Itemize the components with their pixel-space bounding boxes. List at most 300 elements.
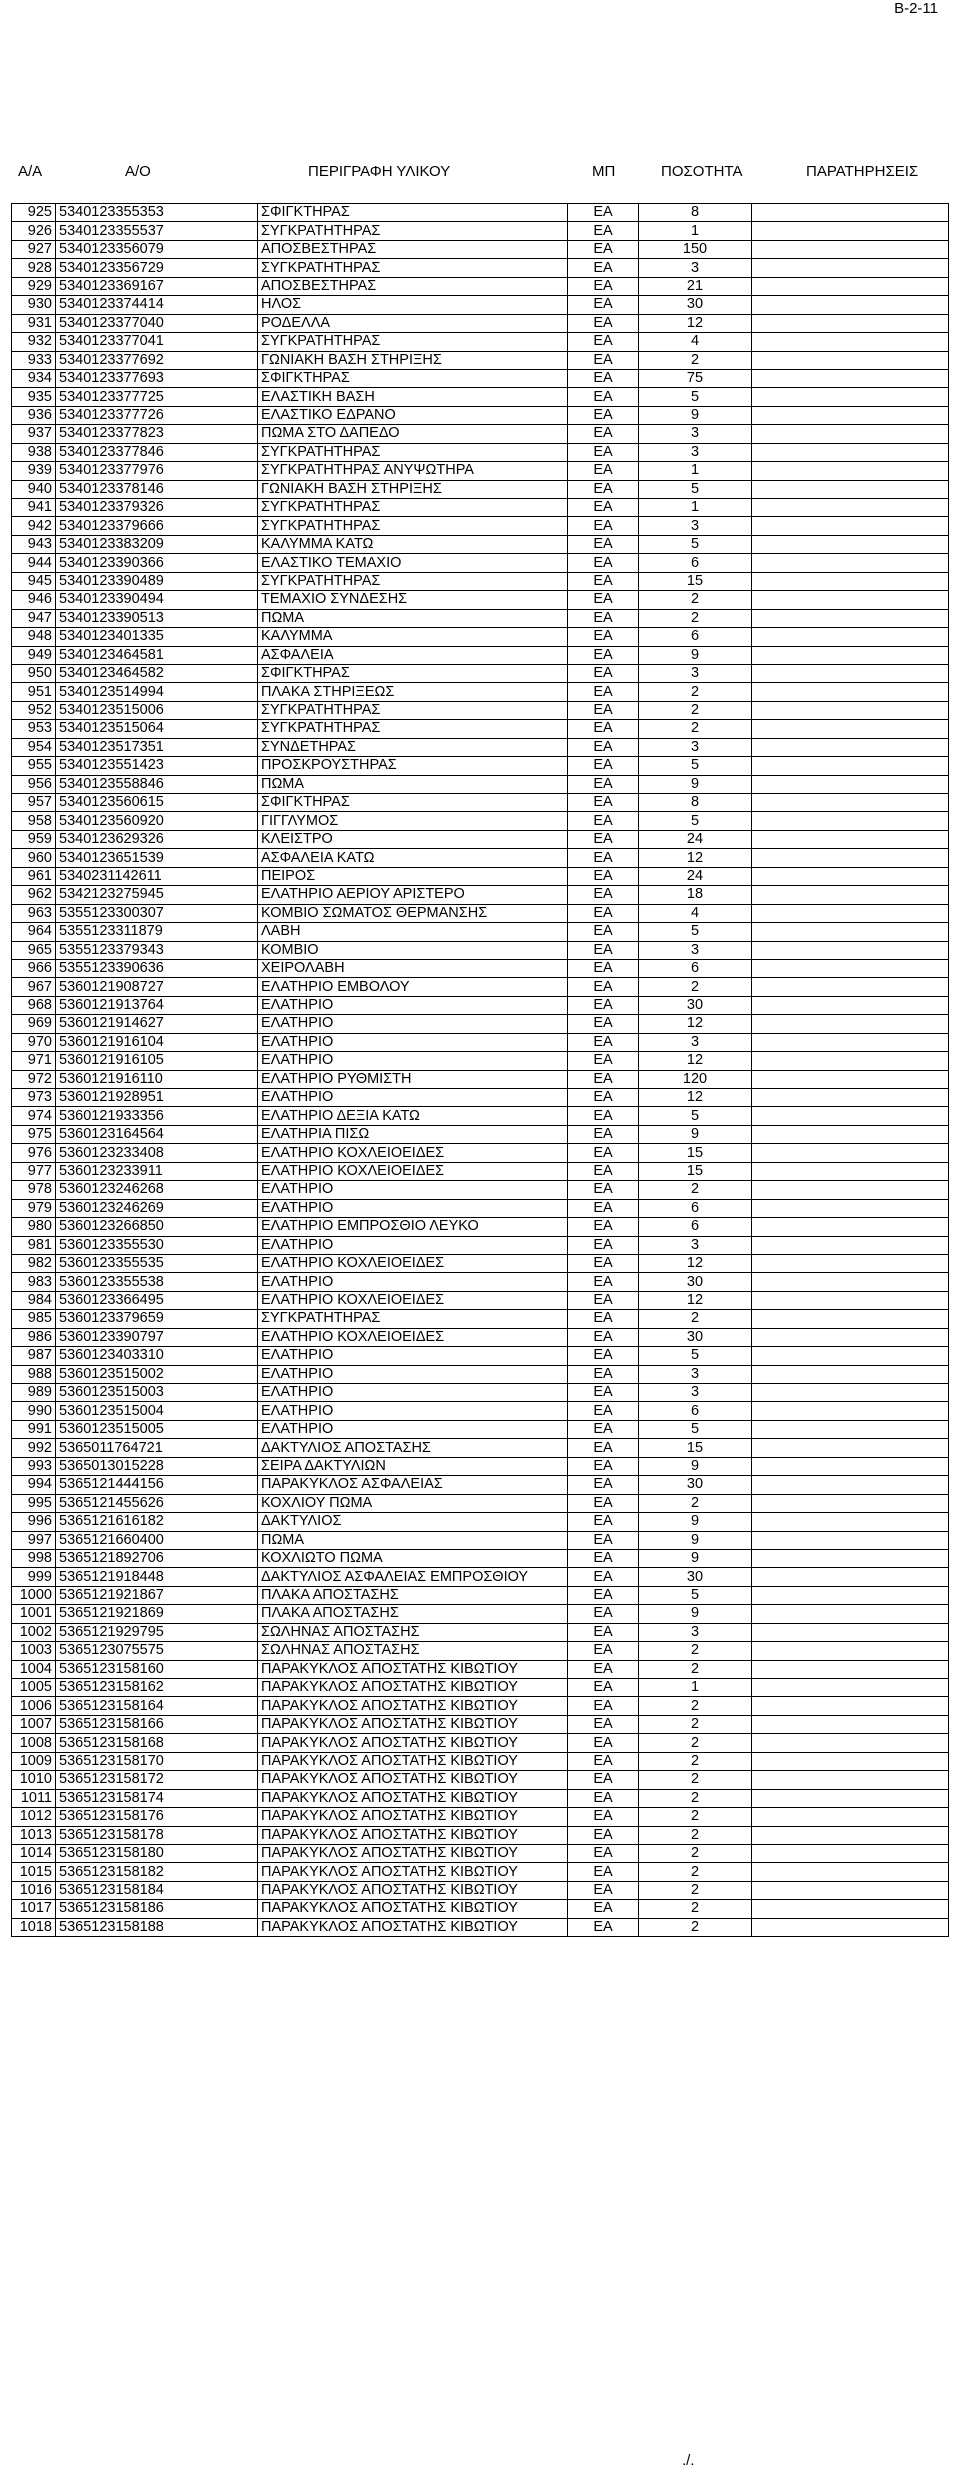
item-code: 5360123366495 xyxy=(56,1291,258,1309)
unit: ΕΑ xyxy=(568,1439,639,1457)
item-description: ΣΥΓΚΡΑΤΗΤΗΡΑΣ xyxy=(258,517,568,535)
unit: ΕΑ xyxy=(568,959,639,977)
remarks-cell xyxy=(752,240,949,258)
unit: ΕΑ xyxy=(568,314,639,332)
item-code: 5340123379666 xyxy=(56,517,258,535)
unit: ΕΑ xyxy=(568,1679,639,1697)
unit: ΕΑ xyxy=(568,572,639,590)
remarks-cell xyxy=(752,572,949,590)
remarks-cell xyxy=(752,1679,949,1697)
quantity: 3 xyxy=(639,738,752,756)
unit: ΕΑ xyxy=(568,277,639,295)
row-number: 1000 xyxy=(12,1586,56,1604)
unit: ΕΑ xyxy=(568,535,639,553)
row-number: 1015 xyxy=(12,1863,56,1881)
item-description: ΠΑΡΑΚΥΚΛΟΣ ΑΠΟΣΤΑΤΗΣ ΚΙΒΩΤΙΟΥ xyxy=(258,1679,568,1697)
quantity: 2 xyxy=(639,1826,752,1844)
quantity: 8 xyxy=(639,794,752,812)
table-row xyxy=(12,369,949,387)
remarks-cell xyxy=(752,1642,949,1660)
item-description: ΧΕΙΡΟΛΑΒΗ xyxy=(258,959,568,977)
row-number: 978 xyxy=(12,1181,56,1199)
quantity: 1 xyxy=(639,462,752,480)
table-row xyxy=(12,720,949,738)
item-code: 5340123377726 xyxy=(56,406,258,424)
table-row xyxy=(12,1844,949,1862)
row-number: 950 xyxy=(12,664,56,682)
remarks-cell xyxy=(752,1218,949,1236)
item-code: 5340123517351 xyxy=(56,738,258,756)
unit: ΕΑ xyxy=(568,1199,639,1217)
unit: ΕΑ xyxy=(568,1402,639,1420)
item-code: 5360123246269 xyxy=(56,1199,258,1217)
quantity: 2 xyxy=(639,1789,752,1807)
item-code: 5365123158188 xyxy=(56,1918,258,1936)
item-description: ΚΑΛΥΜΜΑ ΚΑΤΩ xyxy=(258,535,568,553)
unit: ΕΑ xyxy=(568,1236,639,1254)
row-number: 1002 xyxy=(12,1623,56,1641)
item-description: ΠΑΡΑΚΥΚΛΟΣ ΑΠΟΣΤΑΤΗΣ ΚΙΒΩΤΙΟΥ xyxy=(258,1808,568,1826)
table-row xyxy=(12,1734,949,1752)
item-code: 5365123158164 xyxy=(56,1697,258,1715)
unit: ΕΑ xyxy=(568,664,639,682)
unit: ΕΑ xyxy=(568,923,639,941)
quantity: 2 xyxy=(639,1881,752,1899)
quantity: 1 xyxy=(639,499,752,517)
item-description: ΡΟΔΕΛΛΑ xyxy=(258,314,568,332)
remarks-cell xyxy=(752,1697,949,1715)
item-code: 5365121660400 xyxy=(56,1531,258,1549)
row-number: 998 xyxy=(12,1549,56,1567)
table-row xyxy=(12,683,949,701)
row-number: 959 xyxy=(12,830,56,848)
table-row xyxy=(12,646,949,664)
table-row xyxy=(12,1789,949,1807)
quantity: 6 xyxy=(639,959,752,977)
remarks-cell xyxy=(752,1568,949,1586)
unit: ΕΑ xyxy=(568,1549,639,1567)
remarks-cell xyxy=(752,554,949,572)
table-row xyxy=(12,1826,949,1844)
row-number: 953 xyxy=(12,720,56,738)
table-row xyxy=(12,1365,949,1383)
item-code: 5365123158170 xyxy=(56,1752,258,1770)
item-code: 5340123464581 xyxy=(56,646,258,664)
quantity: 2 xyxy=(639,978,752,996)
remarks-cell xyxy=(752,1328,949,1346)
items-table xyxy=(11,203,949,1937)
item-code: 5365123158168 xyxy=(56,1734,258,1752)
item-code: 5340123560920 xyxy=(56,812,258,830)
unit: ΕΑ xyxy=(568,1181,639,1199)
item-code: 5340123464582 xyxy=(56,664,258,682)
unit: ΕΑ xyxy=(568,591,639,609)
table-row xyxy=(12,554,949,572)
quantity: 5 xyxy=(639,923,752,941)
row-number: 999 xyxy=(12,1568,56,1586)
header-mp: ΜΠ xyxy=(592,163,616,180)
quantity: 3 xyxy=(639,1384,752,1402)
items-table-body xyxy=(12,204,949,1937)
item-description: ΚΟΧΛΙΟΥ ΠΩΜΑ xyxy=(258,1494,568,1512)
remarks-cell xyxy=(752,1771,949,1789)
remarks-cell xyxy=(752,1236,949,1254)
item-description: ΑΠΟΣΒΕΣΤΗΡΑΣ xyxy=(258,240,568,258)
quantity: 9 xyxy=(639,775,752,793)
item-description: ΕΛΑΤΗΡΙΟ ΑΕΡΙΟΥ ΑΡΙΣΤΕΡΟ xyxy=(258,886,568,904)
row-number: 947 xyxy=(12,609,56,627)
item-code: 5340123356729 xyxy=(56,259,258,277)
item-code: 5365121455626 xyxy=(56,1494,258,1512)
table-row xyxy=(12,1273,949,1291)
quantity: 2 xyxy=(639,701,752,719)
unit: ΕΑ xyxy=(568,480,639,498)
table-row xyxy=(12,591,949,609)
row-number: 954 xyxy=(12,738,56,756)
item-code: 5365123158166 xyxy=(56,1715,258,1733)
item-description: ΣΥΓΚΡΑΤΗΤΗΡΑΣ xyxy=(258,701,568,719)
item-description: ΠΑΡΑΚΥΚΛΟΣ ΑΠΟΣΤΑΤΗΣ ΚΙΒΩΤΙΟΥ xyxy=(258,1771,568,1789)
quantity: 5 xyxy=(639,388,752,406)
item-code: 5355123311879 xyxy=(56,923,258,941)
table-row xyxy=(12,1291,949,1309)
table-row xyxy=(12,978,949,996)
row-number: 945 xyxy=(12,572,56,590)
item-description: ΠΩΜΑ xyxy=(258,609,568,627)
item-code: 5365121616182 xyxy=(56,1513,258,1531)
item-description: ΠΑΡΑΚΥΚΛΟΣ ΑΠΟΣΤΑΤΗΣ ΚΙΒΩΤΙΟΥ xyxy=(258,1660,568,1678)
unit: ΕΑ xyxy=(568,425,639,443)
row-number: 997 xyxy=(12,1531,56,1549)
remarks-cell xyxy=(752,609,949,627)
row-number: 931 xyxy=(12,314,56,332)
remarks-cell xyxy=(752,1144,949,1162)
remarks-cell xyxy=(752,1181,949,1199)
unit: ΕΑ xyxy=(568,333,639,351)
unit: ΕΑ xyxy=(568,1531,639,1549)
quantity: 3 xyxy=(639,517,752,535)
header-aa: Α/Α xyxy=(18,163,43,180)
remarks-cell xyxy=(752,941,949,959)
row-number: 973 xyxy=(12,1089,56,1107)
table-row xyxy=(12,1420,949,1438)
table-row xyxy=(12,1771,949,1789)
row-number: 988 xyxy=(12,1365,56,1383)
remarks-cell xyxy=(752,499,949,517)
item-code: 5365123158184 xyxy=(56,1881,258,1899)
unit: ΕΑ xyxy=(568,978,639,996)
quantity: 9 xyxy=(639,1125,752,1143)
remarks-cell xyxy=(752,425,949,443)
remarks-cell xyxy=(752,701,949,719)
unit: ΕΑ xyxy=(568,904,639,922)
unit: ΕΑ xyxy=(568,1863,639,1881)
unit: ΕΑ xyxy=(568,1125,639,1143)
table-row xyxy=(12,1310,949,1328)
item-description: ΣΥΓΚΡΑΤΗΤΗΡΑΣ xyxy=(258,1310,568,1328)
item-description: ΚΛΕΙΣΤΡΟ xyxy=(258,830,568,848)
item-description: ΣΥΓΚΡΑΤΗΤΗΡΑΣ ΑΝΥΨΩΤΗΡΑ xyxy=(258,462,568,480)
item-description: ΕΛΑΣΤΙΚΟ ΤΕΜΑΧΙΟ xyxy=(258,554,568,572)
item-description: ΕΛΑΤΗΡΙΟ xyxy=(258,1181,568,1199)
row-number: 958 xyxy=(12,812,56,830)
table-row xyxy=(12,277,949,295)
table-row xyxy=(12,333,949,351)
remarks-cell xyxy=(752,1752,949,1770)
item-description: ΣΦΙΓΚΤΗΡΑΣ xyxy=(258,369,568,387)
item-description: ΣΦΙΓΚΤΗΡΑΣ xyxy=(258,664,568,682)
table-row xyxy=(12,425,949,443)
item-code: 5340123390489 xyxy=(56,572,258,590)
unit: ΕΑ xyxy=(568,1310,639,1328)
item-description: ΣΩΛΗΝΑΣ ΑΠΟΣΤΑΣΗΣ xyxy=(258,1623,568,1641)
item-description: ΓΩΝΙΑΚΗ ΒΑΣΗ ΣΤΗΡΙΞΗΣ xyxy=(258,480,568,498)
item-description: ΠΑΡΑΚΥΚΛΟΣ ΑΠΟΣΤΑΤΗΣ ΚΙΒΩΤΙΟΥ xyxy=(258,1918,568,1936)
table-row xyxy=(12,664,949,682)
quantity: 12 xyxy=(639,1052,752,1070)
item-code: 5365011764721 xyxy=(56,1439,258,1457)
item-code: 5365123158186 xyxy=(56,1900,258,1918)
quantity: 3 xyxy=(639,664,752,682)
unit: ΕΑ xyxy=(568,369,639,387)
table-row xyxy=(12,812,949,830)
row-number: 1014 xyxy=(12,1844,56,1862)
remarks-cell xyxy=(752,1070,949,1088)
item-code: 5360121928951 xyxy=(56,1089,258,1107)
remarks-cell xyxy=(752,1826,949,1844)
item-description: ΔΑΚΤΥΛΙΟΣ ΑΣΦΑΛΕΙΑΣ ΕΜΠΡΟΣΘΙΟΥ xyxy=(258,1568,568,1586)
item-code: 5340123355537 xyxy=(56,222,258,240)
item-code: 5365123158176 xyxy=(56,1808,258,1826)
item-description: ΠΑΡΑΚΥΚΛΟΣ ΑΠΟΣΤΑΤΗΣ ΚΙΒΩΤΙΟΥ xyxy=(258,1881,568,1899)
continuation-mark: ./. xyxy=(682,2452,695,2469)
item-description: ΣΥΓΚΡΑΤΗΤΗΡΑΣ xyxy=(258,259,568,277)
row-number: 1001 xyxy=(12,1605,56,1623)
item-description: ΠΛΑΚΑ ΑΠΟΣΤΑΣΗΣ xyxy=(258,1586,568,1604)
unit: ΕΑ xyxy=(568,738,639,756)
row-number: 979 xyxy=(12,1199,56,1217)
item-code: 5365123158174 xyxy=(56,1789,258,1807)
item-description: ΠΑΡΑΚΥΚΛΟΣ ΑΠΟΣΤΑΤΗΣ ΚΙΒΩΤΙΟΥ xyxy=(258,1789,568,1807)
remarks-cell xyxy=(752,443,949,461)
remarks-cell xyxy=(752,1291,949,1309)
quantity: 5 xyxy=(639,757,752,775)
table-row xyxy=(12,794,949,812)
quantity: 75 xyxy=(639,369,752,387)
unit: ΕΑ xyxy=(568,1844,639,1862)
unit: ΕΑ xyxy=(568,1808,639,1826)
table-row xyxy=(12,757,949,775)
unit: ΕΑ xyxy=(568,1826,639,1844)
quantity: 3 xyxy=(639,425,752,443)
unit: ΕΑ xyxy=(568,775,639,793)
quantity: 2 xyxy=(639,1918,752,1936)
remarks-cell xyxy=(752,1402,949,1420)
table-row xyxy=(12,628,949,646)
item-code: 5340123356079 xyxy=(56,240,258,258)
row-number: 956 xyxy=(12,775,56,793)
item-code: 5340123401335 xyxy=(56,628,258,646)
row-number: 955 xyxy=(12,757,56,775)
item-description: ΕΛΑΤΗΡΙΟ xyxy=(258,1402,568,1420)
row-number: 949 xyxy=(12,646,56,664)
table-row xyxy=(12,480,949,498)
row-number: 944 xyxy=(12,554,56,572)
quantity: 6 xyxy=(639,628,752,646)
quantity: 1 xyxy=(639,1679,752,1697)
unit: ΕΑ xyxy=(568,204,639,222)
item-code: 5340123377692 xyxy=(56,351,258,369)
row-number: 989 xyxy=(12,1384,56,1402)
quantity: 3 xyxy=(639,443,752,461)
row-number: 972 xyxy=(12,1070,56,1088)
table-row xyxy=(12,1457,949,1475)
table-row xyxy=(12,406,949,424)
item-description: ΕΛΑΤΗΡΙΑ ΠΙΣΩ xyxy=(258,1125,568,1143)
quantity: 6 xyxy=(639,1402,752,1420)
item-code: 5340123551423 xyxy=(56,757,258,775)
quantity: 12 xyxy=(639,1089,752,1107)
unit: ΕΑ xyxy=(568,1586,639,1604)
item-description: ΑΣΦΑΛΕΙΑ ΚΑΤΩ xyxy=(258,849,568,867)
unit: ΕΑ xyxy=(568,1015,639,1033)
unit: ΕΑ xyxy=(568,646,639,664)
unit: ΕΑ xyxy=(568,886,639,904)
table-row xyxy=(12,535,949,553)
row-number: 926 xyxy=(12,222,56,240)
item-code: 5365123158162 xyxy=(56,1679,258,1697)
table-row xyxy=(12,1144,949,1162)
item-code: 5340123560615 xyxy=(56,794,258,812)
quantity: 2 xyxy=(639,720,752,738)
item-code: 5360123403310 xyxy=(56,1347,258,1365)
unit: ΕΑ xyxy=(568,1052,639,1070)
unit: ΕΑ xyxy=(568,1273,639,1291)
item-code: 5355123300307 xyxy=(56,904,258,922)
table-row xyxy=(12,1660,949,1678)
quantity: 30 xyxy=(639,1476,752,1494)
remarks-cell xyxy=(752,1162,949,1180)
table-row xyxy=(12,1715,949,1733)
table-row xyxy=(12,1162,949,1180)
quantity: 24 xyxy=(639,867,752,885)
row-number: 1011 xyxy=(12,1789,56,1807)
unit: ΕΑ xyxy=(568,1457,639,1475)
item-description: ΕΛΑΤΗΡΙΟ xyxy=(258,1365,568,1383)
item-description: ΣΦΙΓΚΤΗΡΑΣ xyxy=(258,794,568,812)
quantity: 12 xyxy=(639,1291,752,1309)
unit: ΕΑ xyxy=(568,1771,639,1789)
unit: ΕΑ xyxy=(568,1218,639,1236)
remarks-cell xyxy=(752,1715,949,1733)
item-description: ΕΛΑΤΗΡΙΟ xyxy=(258,1033,568,1051)
unit: ΕΑ xyxy=(568,388,639,406)
unit: ΕΑ xyxy=(568,1642,639,1660)
table-row xyxy=(12,1494,949,1512)
unit: ΕΑ xyxy=(568,996,639,1014)
row-number: 937 xyxy=(12,425,56,443)
quantity: 5 xyxy=(639,1347,752,1365)
remarks-cell xyxy=(752,646,949,664)
table-row xyxy=(12,1808,949,1826)
item-description: ΣΥΓΚΡΑΤΗΤΗΡΑΣ xyxy=(258,443,568,461)
item-description: ΚΟΧΛΙΩΤΟ ΠΩΜΑ xyxy=(258,1549,568,1567)
quantity: 24 xyxy=(639,830,752,848)
item-description: ΠΩΜΑ ΣΤΟ ΔΑΠΕΔΟ xyxy=(258,425,568,443)
unit: ΕΑ xyxy=(568,1789,639,1807)
table-row xyxy=(12,443,949,461)
item-description: ΠΩΜΑ xyxy=(258,1531,568,1549)
table-row xyxy=(12,572,949,590)
item-description: ΣΥΓΚΡΑΤΗΤΗΡΑΣ xyxy=(258,572,568,590)
unit: ΕΑ xyxy=(568,609,639,627)
table-row xyxy=(12,1476,949,1494)
row-number: 969 xyxy=(12,1015,56,1033)
remarks-cell xyxy=(752,904,949,922)
item-code: 5342123275945 xyxy=(56,886,258,904)
quantity: 150 xyxy=(639,240,752,258)
item-code: 5340123515006 xyxy=(56,701,258,719)
item-code: 5365123158160 xyxy=(56,1660,258,1678)
row-number: 939 xyxy=(12,462,56,480)
table-row xyxy=(12,1900,949,1918)
item-code: 5360123233408 xyxy=(56,1144,258,1162)
row-number: 943 xyxy=(12,535,56,553)
item-description: ΕΛΑΤΗΡΙΟ xyxy=(258,1199,568,1217)
item-code: 5360121916105 xyxy=(56,1052,258,1070)
row-number: 981 xyxy=(12,1236,56,1254)
remarks-cell xyxy=(752,1273,949,1291)
item-description: ΣΥΓΚΡΑΤΗΤΗΡΑΣ xyxy=(258,720,568,738)
remarks-cell xyxy=(752,1789,949,1807)
remarks-cell xyxy=(752,1586,949,1604)
unit: ΕΑ xyxy=(568,1660,639,1678)
quantity: 9 xyxy=(639,406,752,424)
item-code: 5360121916110 xyxy=(56,1070,258,1088)
item-code: 5360121908727 xyxy=(56,978,258,996)
row-number: 927 xyxy=(12,240,56,258)
remarks-cell xyxy=(752,738,949,756)
table-row xyxy=(12,1642,949,1660)
quantity: 18 xyxy=(639,886,752,904)
quantity: 3 xyxy=(639,259,752,277)
unit: ΕΑ xyxy=(568,812,639,830)
item-description: ΕΛΑΤΗΡΙΟ xyxy=(258,1236,568,1254)
unit: ΕΑ xyxy=(568,1494,639,1512)
row-number: 976 xyxy=(12,1144,56,1162)
remarks-cell xyxy=(752,830,949,848)
item-code: 5340123377823 xyxy=(56,425,258,443)
table-row xyxy=(12,1586,949,1604)
table-row xyxy=(12,1236,949,1254)
quantity: 6 xyxy=(639,554,752,572)
table-row xyxy=(12,1531,949,1549)
table-row xyxy=(12,1199,949,1217)
unit: ΕΑ xyxy=(568,941,639,959)
quantity: 2 xyxy=(639,1734,752,1752)
unit: ΕΑ xyxy=(568,443,639,461)
table-row xyxy=(12,1089,949,1107)
item-description: ΚΑΛΥΜΜΑ xyxy=(258,628,568,646)
item-description: ΠΑΡΑΚΥΚΛΟΣ ΑΠΟΣΤΑΤΗΣ ΚΙΒΩΤΙΟΥ xyxy=(258,1844,568,1862)
quantity: 2 xyxy=(639,1844,752,1862)
item-code: 5360123266850 xyxy=(56,1218,258,1236)
header-quantity: ΠΟΣΟΤΗΤΑ xyxy=(661,163,743,180)
quantity: 5 xyxy=(639,812,752,830)
item-description: ΕΛΑΤΗΡΙΟ xyxy=(258,1052,568,1070)
quantity: 120 xyxy=(639,1070,752,1088)
row-number: 946 xyxy=(12,591,56,609)
